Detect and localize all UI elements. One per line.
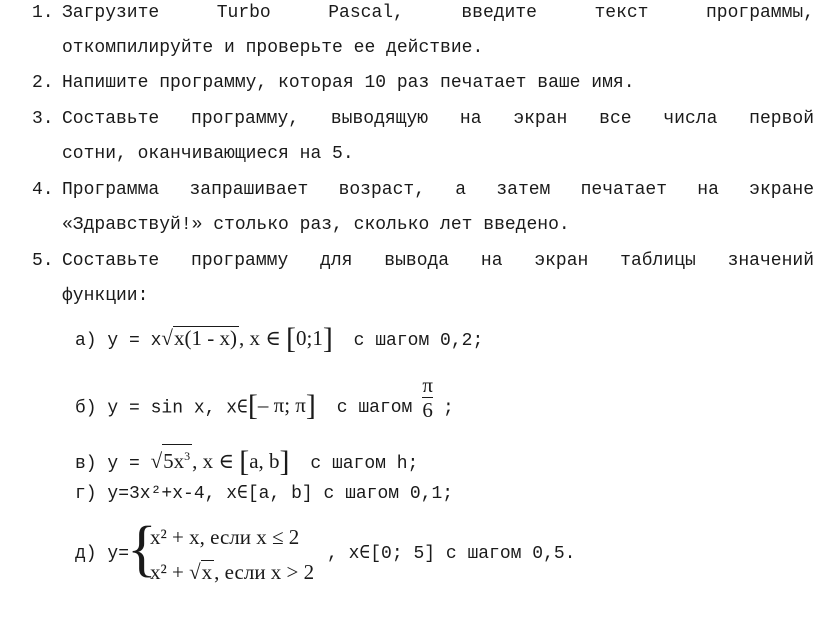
function-d-case-2-prefix: x² +: [150, 560, 190, 584]
function-d-case-2-suffix: , если x > 2: [214, 560, 315, 584]
item-1-line-2: откомпилируйте и проверьте ее действие.: [62, 38, 484, 58]
function-v-prefix: в) y =: [75, 454, 151, 474]
function-b-end: ;: [442, 398, 454, 419]
item-3-line-2: сотни, оканчивающиеся на 5.: [62, 144, 354, 164]
item-5-line-2: функции:: [62, 286, 149, 306]
item-1-line-1: Загрузите Turbo Pascal, введите текст программы,: [62, 3, 814, 23]
fraction-numerator: π: [422, 373, 433, 397]
item-4-line-2: «Здравствуй!» столько раз, сколько лет введено.: [62, 215, 570, 235]
fraction-pi-over-6: [422, 373, 433, 422]
function-b-prefix: б) y = sin x, x∈: [75, 398, 248, 419]
function-a: а) y = x√x(1 - x), x ∈ [0;1] с шагом 0,2;: [75, 322, 484, 355]
function-v: в) $y = √5x^3$, x ∈ [a, b] с шагом h;: [75, 445, 419, 478]
item-4-number: 4.: [32, 180, 54, 200]
function-g: г) y=3x²+x-4, x∈[a, b] с шагом 0,1;: [75, 484, 454, 504]
function-d-prefix: д) y=: [75, 544, 130, 564]
sqrt-symbol-a: √x(1 - x): [161, 326, 237, 350]
function-v-exponent: 3: [184, 449, 191, 463]
function-a-step: с шагом 0,2;: [353, 331, 484, 351]
function-d-case-1: x² + x, если x ≤ 2: [150, 525, 300, 549]
brace-icon: {: [127, 515, 157, 583]
function-v-domain-prefix: , x ∈: [192, 449, 240, 473]
item-4-line-1: Программа запрашивает возраст, а затем печатает на экране: [62, 180, 814, 200]
sqrt-symbol-v: $√5x^3$: [151, 444, 193, 472]
item-1-number: 1.: [32, 3, 54, 23]
function-v-radicand: 5x: [163, 449, 185, 473]
function-b-interval: – π; π: [257, 393, 306, 418]
item-5-line-1: Составьте программу для вывода на экран таблицы значений: [62, 251, 814, 271]
function-a-prefix: а) y = x: [75, 331, 162, 351]
function-a-domain-prefix: , x ∈: [238, 326, 286, 350]
item-3-number: 3.: [32, 109, 54, 129]
function-v-interval: a, b: [249, 449, 280, 473]
item-2-number: 2.: [32, 73, 54, 93]
item-3-line-1: Составьте программу, выводящую на экран все числа первой: [62, 109, 814, 129]
sqrt-symbol-d: √x: [189, 560, 213, 584]
function-b-step: с шагом: [336, 398, 413, 419]
item-2-line-1: Напишите программу, которая 10 раз печатает ваше имя.: [62, 73, 635, 93]
function-v-step: с шагом h;: [310, 454, 419, 474]
function-d-suffix: , x∈[0; 5] с шагом 0,5.: [327, 544, 576, 564]
function-a-radicand: x(1 - x): [173, 326, 237, 350]
function-d-case-2-radicand: x: [201, 560, 213, 584]
item-5-number: 5.: [32, 251, 54, 271]
function-b: б) y = sin x, x∈[– π; π] с шагом $\frac{\pi}{6}$ ;: [75, 373, 454, 423]
function-a-interval: 0;1: [295, 326, 323, 350]
function-d-case-2: [150, 560, 314, 583]
fraction-denominator: 6: [422, 398, 433, 422]
